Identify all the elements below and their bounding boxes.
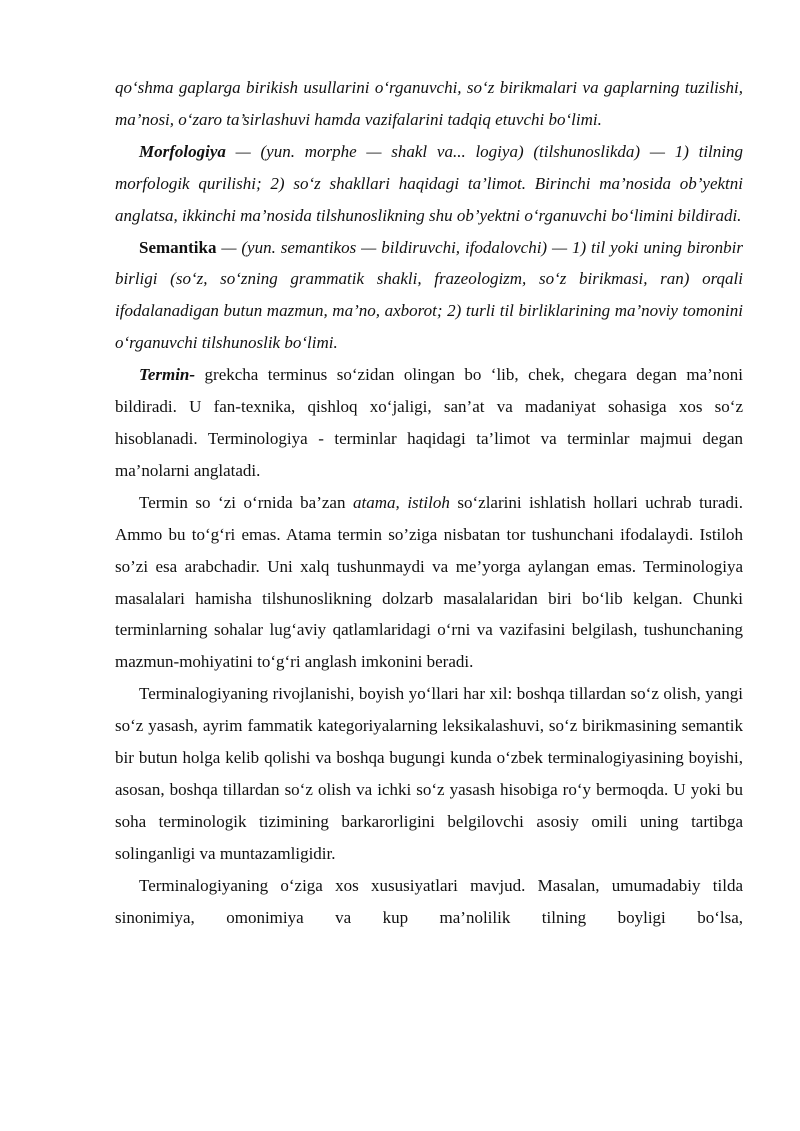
term-morfologiya: Morfologiya [139, 141, 226, 161]
term-termin: Termin- [139, 365, 196, 385]
paragraph-syntax-continuation [115, 72, 743, 136]
paragraph-text-before: Termin so ‘zi o‘rnida ba’zan [139, 492, 354, 512]
paragraph-text: — (yun. morphe — shakl va... logiya) (tilshunoslikda) — 1) tilning morfologik qurilishi; 2) so‘z shakllari haqidagi ta’limot. Birinchi ma’nosida ob’yektni anglatsa, ikkinchi ma’nosida tilshunoslikning shu ob’yektni o‘rganuvchi bo‘limini bildiradi. [115, 141, 743, 225]
paragraph-text-after: so‘zlarini ishlatish hollari uchrab turadi. Ammo bu to‘g‘ri emas. Atama termin so’ziga nisbatan tor tushunchani ifodalaydi. Istiloh so’zi esa arabchadir. Uni xalq tushunmaydi va me’yorga aylangan emas. Terminologiya masalalari hamisha tilshunoslikning dolzarb masalalaridan biri bo‘lib kelgan. Chunki terminlarning sohalar lug‘aviy qatlamlaridagi o‘rni va vazifasini belgilash, tushunchaning mazmun-mohiyatini to‘g‘ri anglash imkonini beradi. [115, 492, 743, 672]
paragraph-morfologiya [115, 136, 743, 232]
document-page [115, 72, 743, 933]
paragraph-text: Terminalogiyaning rivojlanishi, boyish yo‘llari har xil: boshqa tillardan so‘z olish, yangi so‘z yasash, ayrim fammatik kategoriyalarning leksikalashuvi, so‘z birikmasining semantik bir butun holga kelib qolishi va boshqa bugungi kunda o‘zbek terminalogiyasining boyishi, asosan, boshqa tillardan so‘z olish va ichki so‘z yasash hisobiga ro‘y bermoqda. U yoki bu soha terminologik tizimining barkarorligini belgilovchi asosiy omili uning tartibga solinganligi va muntazamligidir. [115, 684, 743, 863]
paragraph-termin [115, 359, 743, 487]
paragraph-dash: — [216, 237, 242, 257]
paragraph-atama-istiloh [115, 487, 743, 678]
paragraph-text: (yun. semantikos — bildiruvchi, ifodalovchi) — 1) til yoki uning bironbir birligi (so‘z, so‘zning grammatik shakli, frazeologizm, so‘z birikmasi, ran) orqali ifodalanadigan butun mazmun, ma’no, axborot; 2) turli til birliklarining ma’noviy tomonini o‘rganuvchi tilshunoslik bo‘limi. [115, 237, 743, 353]
paragraph-text: Terminalogiyaning o‘ziga xos xususiyatlari mavjud. Masalan, umumadabiy tilda sinonimiya, omonimiya va kup ma’nolilik tilning boyligi bo‘lsa, [115, 875, 743, 927]
paragraph-terminalogiya-development [115, 678, 743, 869]
term-semantika: Semantika [139, 237, 217, 257]
emphasis-atama-istiloh: atama, istiloh [353, 492, 450, 512]
paragraph-terminalogiya-features [115, 870, 743, 934]
paragraph-text: qo‘shma gaplarga birikish usullarini o‘rganuvchi, so‘z birikmalari va gaplarning tuzilishi, ma’nosi, o‘zaro ta’sirlashuvi hamda vazifalarini tadqiq etuvchi bo‘limi. [115, 78, 743, 129]
paragraph-semantika [115, 232, 743, 360]
paragraph-text: grekcha terminus so‘zidan olingan bo ‘lib, chek, chegara degan ma’noni bildiradi. U fan-texnika, qishloq xo‘jaligi, san’at va madaniyat sohasiga xos so‘z hisoblanadi. Terminologiya - terminlar haqidagi ta’limot va terminlar majmui degan ma’nolarni anglatadi. [115, 365, 743, 480]
